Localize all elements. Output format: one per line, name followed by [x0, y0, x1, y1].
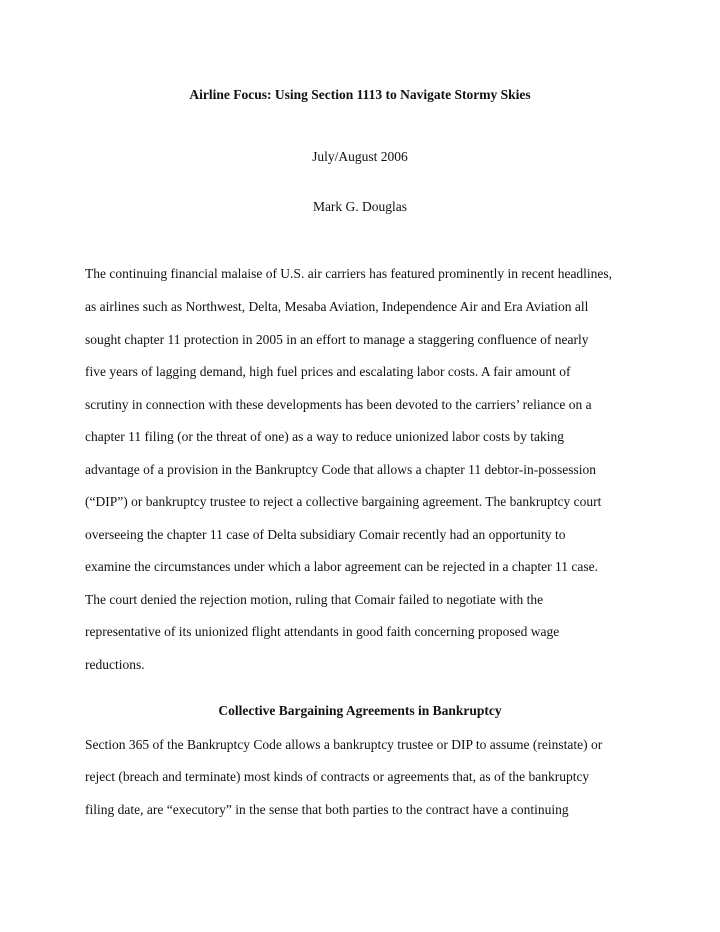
text-line: chapter 11 filing (or the threat of one) as a way to reduce unionized labor costs by taking	[85, 429, 564, 444]
text-line: five years of lagging demand, high fuel prices and escalating labor costs. A fair amount of	[85, 364, 571, 379]
text-line: sought chapter 11 protection in 2005 in an effort to manage a staggering confluence of nearly	[85, 332, 589, 347]
text-line: scrutiny in connection with these developments has been devoted to the carriers’ reliance on a	[85, 397, 592, 412]
text-line: Section 365 of the Bankruptcy Code allows a bankruptcy trustee or DIP to assume (reinstate) or	[85, 737, 603, 752]
text-line: reject (breach and terminate) most kinds of contracts or agreements that, as of the bankruptcy	[85, 769, 590, 784]
text-line: examine the circumstances under which a labor agreement can be rejected in a chapter 11 case.	[85, 559, 598, 574]
text-line: The court denied the rejection motion, ruling that Comair failed to negotiate with the	[85, 592, 544, 607]
text-line: as airlines such as Northwest, Delta, Mesaba Aviation, Independence Air and Era Aviation all	[85, 299, 589, 314]
text-line: reductions.	[85, 657, 145, 672]
publication-date: July/August 2006	[312, 149, 408, 164]
document-title: Airline Focus: Using Section 1113 to Navigate Stormy Skies	[189, 87, 531, 102]
text-line: overseeing the chapter 11 case of Delta subsidiary Comair recently had an opportunity to	[85, 527, 566, 542]
text-line: advantage of a provision in the Bankruptcy Code that allows a chapter 11 debtor-in-possession	[85, 462, 596, 477]
section-heading: Collective Bargaining Agreements in Bankruptcy	[218, 703, 502, 718]
text-line: (“DIP”) or bankruptcy trustee to reject a collective bargaining agreement. The bankruptcy court	[85, 494, 602, 509]
text-line: representative of its unionized flight attendants in good faith concerning proposed wage	[85, 624, 560, 639]
text-line: The continuing financial malaise of U.S. air carriers has featured prominently in recent headlines,	[85, 266, 613, 281]
text-line: filing date, are “executory” in the sense that both parties to the contract have a continuing	[85, 802, 569, 817]
author-name: Mark G. Douglas	[312, 199, 408, 214]
